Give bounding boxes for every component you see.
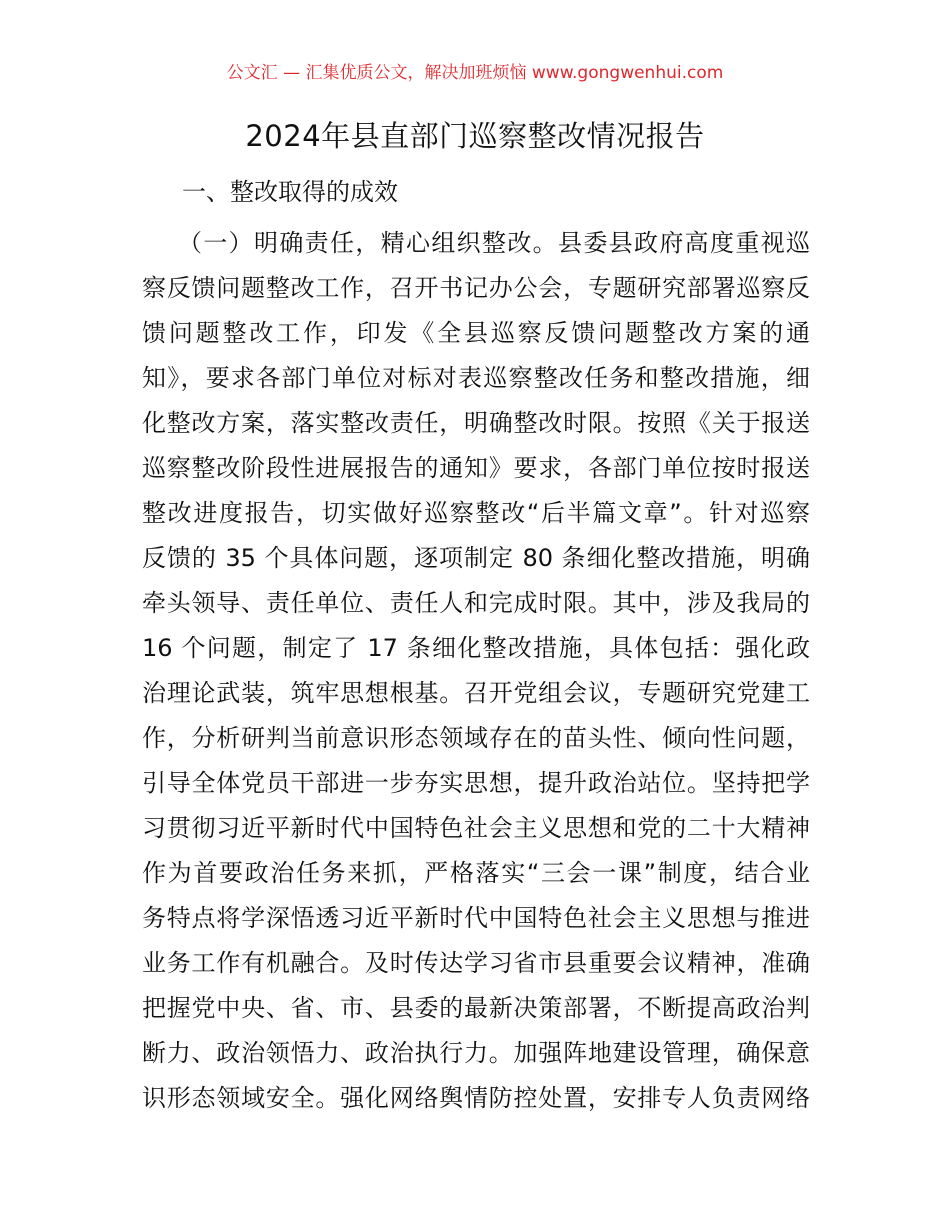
paragraph-line: 知》，要求各部门单位对标对表巡察整改任务和整改措施，细 [142,364,810,392]
paragraph-line: 引导全体党员干部进一步夯实思想，提升政治站位。坚持把学 [142,769,810,797]
paragraph-line: 作为首要政治任务来抓，严格落实“三会一课”制度，结合业 [142,859,810,887]
paragraph-line: 作，分析研判当前意识形态领域存在的苗头性、倾向性问题， [142,724,810,752]
paragraph-line: 化整改方案，落实整改责任，明确整改时限。按照《关于报送 [142,409,810,437]
paragraph-line: 治理论武装，筑牢思想根基。召开党组会议，专题研究党建工 [142,679,810,707]
paragraph-line: 整改进度报告，切实做好巡察整改“后半篇文章”。针对巡察 [142,499,810,527]
paragraph-line: 馈问题整改工作，印发《全县巡察反馈问题整改方案的通 [142,319,810,347]
paragraph-line: 业务工作有机融合。及时传达学习省市县重要会议精神，准确 [142,949,810,977]
paragraph-line: 识形态领域安全。强化网络舆情防控处置，安排专人负责网络 [142,1084,810,1112]
watermark-banner: 公文汇 — 汇集优质公文，解决加班烦恼 www.gongwenhui.com [226,63,724,83]
paragraph-line: 务特点将学深悟透习近平新时代中国特色社会主义思想与推进 [142,904,810,932]
paragraph-line: 察反馈问题整改工作，召开书记办公会，专题研究部署巡察反 [142,274,810,302]
paragraph-line: （一）明确责任，精心组织整改。县委县政府高度重视巡 [178,229,810,257]
paragraph-line: 把握党中央、省、市、县委的最新决策部署，不断提高政治判 [142,994,810,1022]
document-title: 2024年县直部门巡察整改情况报告 [245,119,705,153]
paragraph [142,225,810,1125]
section-heading: 一、整改取得的成效 [182,178,398,206]
paragraph-line: 巡察整改阶段性进展报告的通知》要求，各部门单位按时报送 [142,454,810,482]
paragraph-line: 反馈的 35 个具体问题，逐项制定 80 条细化整改措施，明确 [142,544,810,572]
paragraph-line: 16 个问题，制定了 17 条细化整改措施，具体包括：强化政 [142,634,810,662]
paragraph-line: 断力、政治领悟力、政治执行力。加强阵地建设管理，确保意 [142,1039,810,1067]
paragraph-line: 习贯彻习近平新时代中国特色社会主义思想和党的二十大精神 [142,814,810,842]
paragraph-line: 牵头领导、责任单位、责任人和完成时限。其中，涉及我局的 [142,589,810,617]
